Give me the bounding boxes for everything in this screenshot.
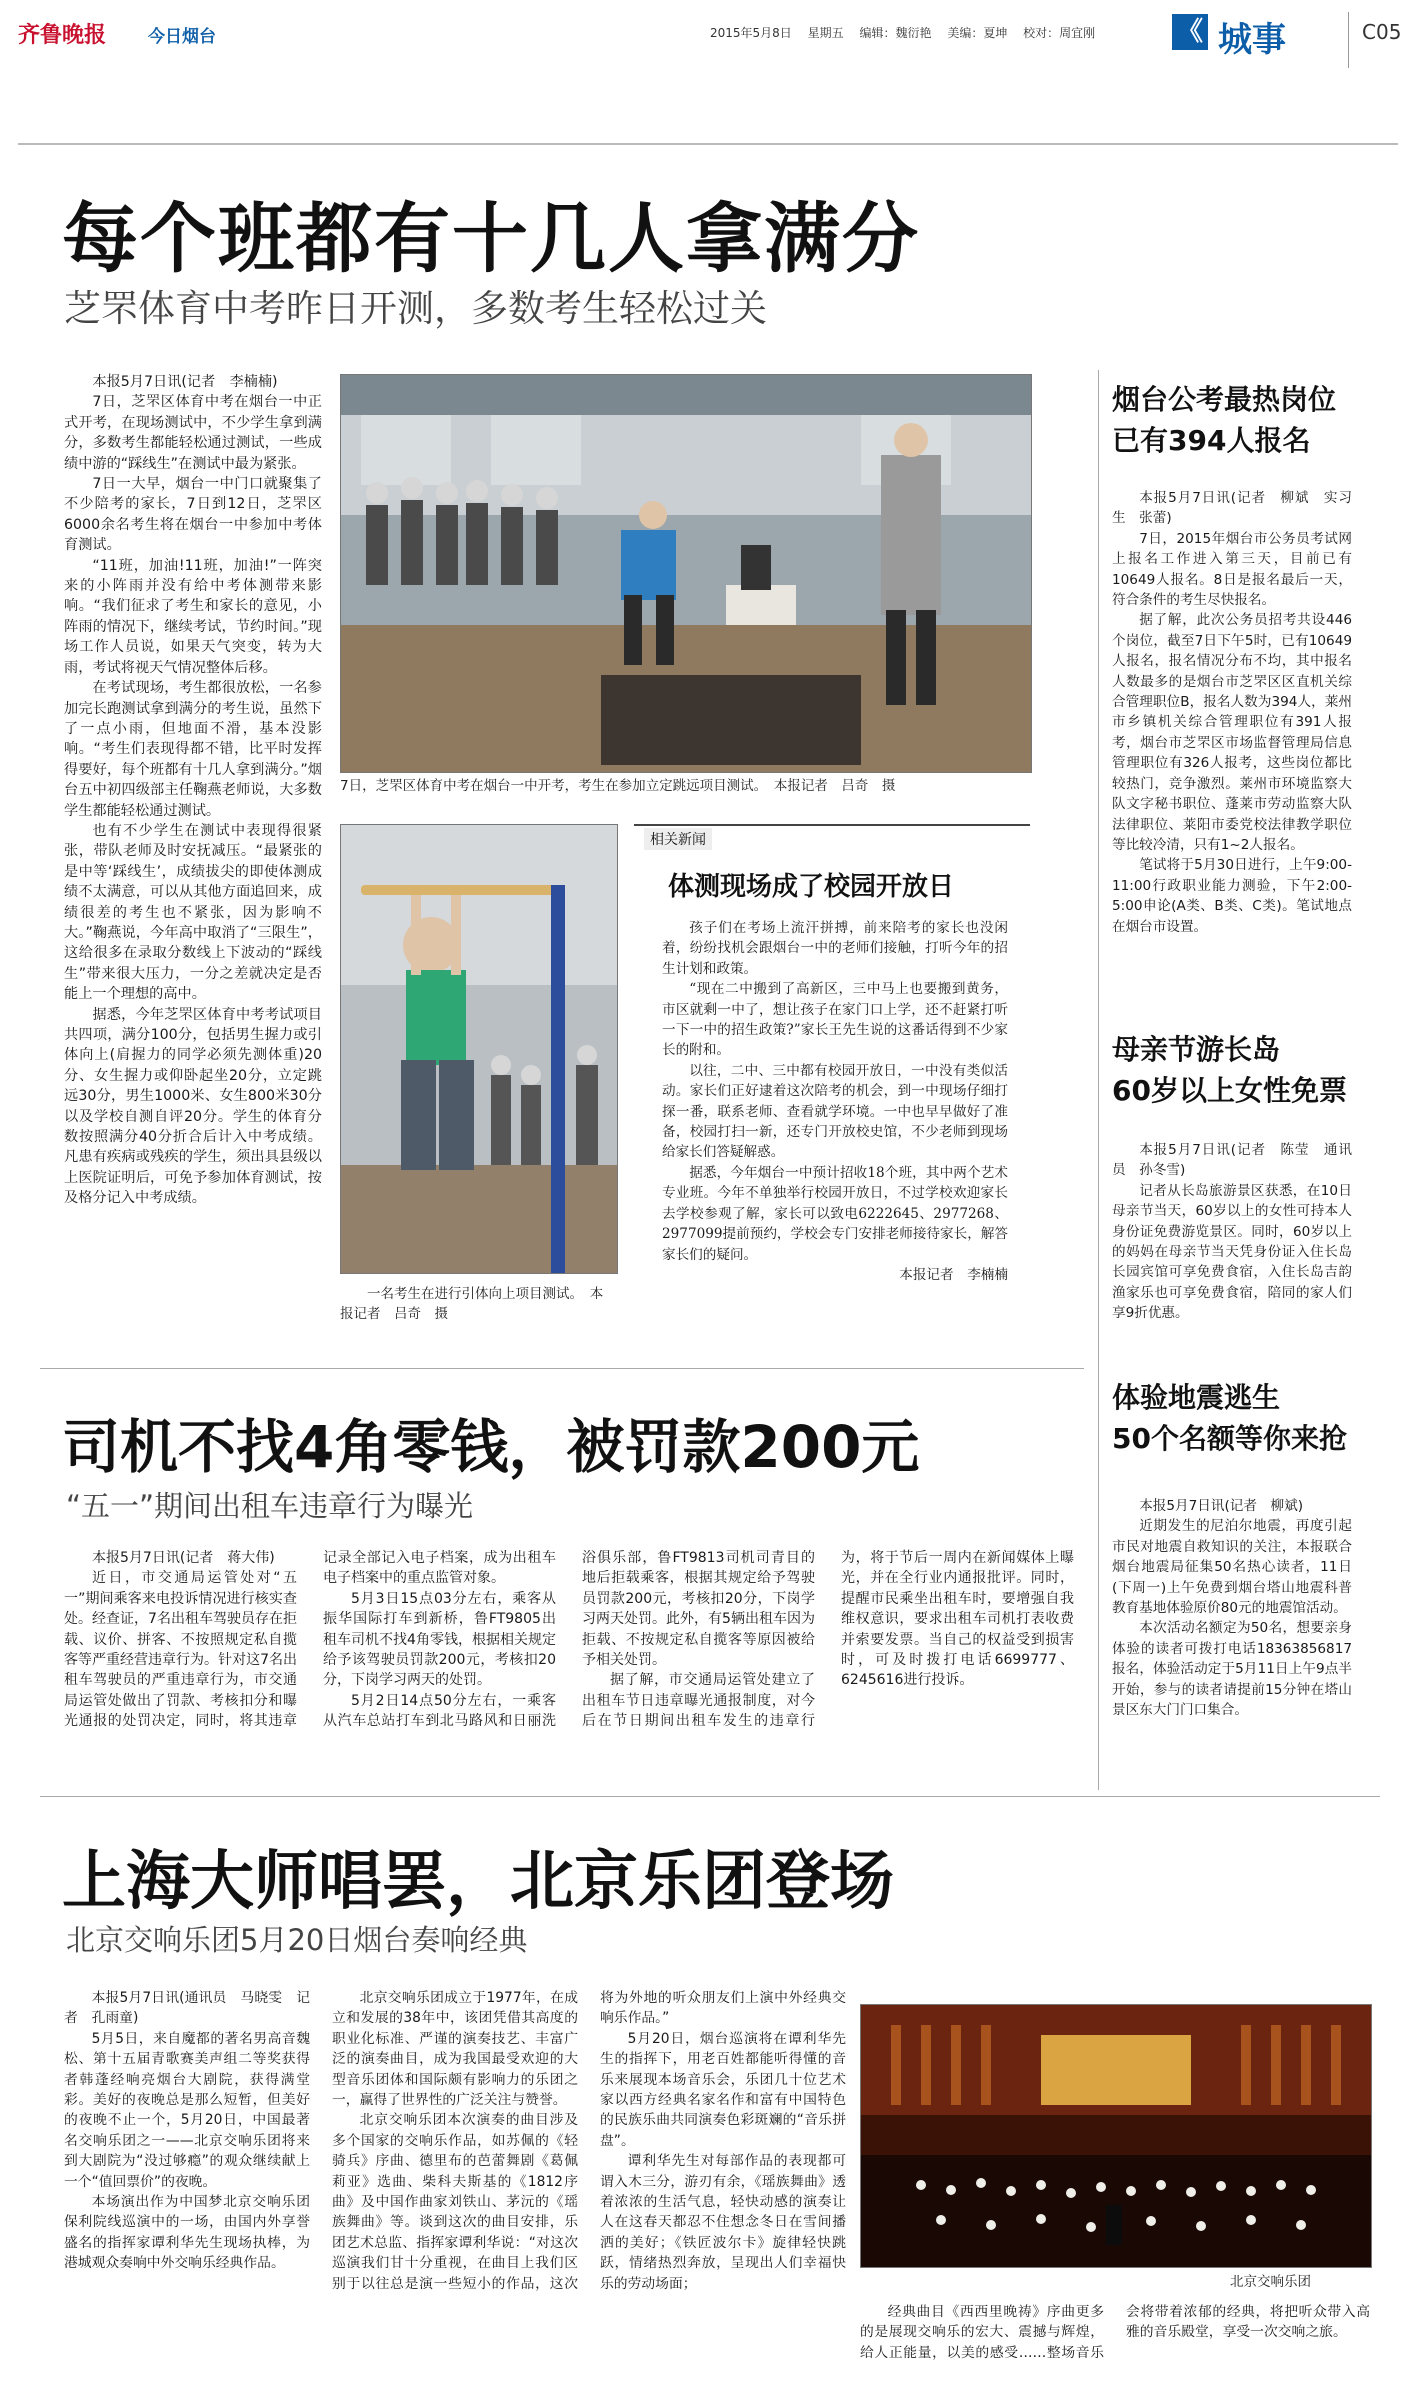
designer-credit: 美编：夏坤 [947,26,1008,40]
story2-byline: 本报5月7日讯(记者 蒋大伟) [92,1550,275,1566]
pull-up-photo-caption: 一名考生在进行引体向上项目测试。 本报记者 吕奇 摄 [340,1286,604,1322]
long-jump-photo-image [341,375,1031,772]
side1-title-line1: 烟台公考最热岗位 [1112,383,1337,416]
story3-paragraph: 经典曲目《西西里晚祷》序曲更多的是展现交响乐的宏大、震撼与辉煌，给人正能量，以美的感受……整场音乐会将带着浓郁的经典，将把听众带入高雅的音乐殿堂，享受一次交响之旅。 [860,2304,1370,2361]
side1-paragraph: 据了解，此次公务员招考共设446个岗位，截至7日下午5时，已有10649人报名，报名情况分布不均，其中报名人数最多的是烟台市芝罘区区直机关综合管理职位B，报名人数为394人，莱州市乡镇机关综合管理职位有391人报考，烟台市芝罘区市场监督管理局信息管理职位有326人报考，这些岗位都比较热门，竞争激烈。莱州市环境监察大队文字秘书职位、蓬莱市劳动监察大队法律职位、莱阳市委党校法律教学职位等比较冷清，只有1~2人报名。 [1112,612,1352,853]
story1-paragraph: 也有不少学生在测试中表现得很紧张，带队老师及时安抚减压。“最紧张的是中等‘踩线生’，成绩拔尖的即使体测成绩不太满意，可以从其他方面追回来，成绩很差的考生也不紧张，因为影响不大。”鞠燕说，今年高中取消了“三限生”，这给很多在录取分数线上下波动的“踩线生”带来很大压力，一分之差就决定是否能上一个理想的高中。 [64,822,322,1003]
story2-paragraph: 近日，市交通局运管处对“五一”期间乘客来电投诉情况进行核实查处。经查证，7名出租车驾驶员存在拒载、议价、拼客、不按照规定私自揽客等严重经营违章行为。针对这7名出租车驾驶员的严重违章行为，市交通局运管处做出了罚款、考核扣分和曝光通报的处罚决定，同时，将其违章记录全部记入电子档案，成为出租车电子档案中的重点监管对象。 [64,1550,556,1730]
section-name: 今日烟台 [148,27,216,47]
story3-paragraph: 5月5日，来自魔都的著名男高音魏松、第十五届青歌赛美声组二等奖获得者韩蓬经响亮烟台大剧院，获得满堂彩。美好的夜晚总是那么短暂，但美好的夜晚不止一个，5月20日，中国最著名交响乐团之一——北京交响乐团将来到大剧院为“没过够瘾”的观众继续献上一个“值回票价”的夜晚。 [64,2030,310,2190]
side3-byline: 本报5月7日讯(记者 柳斌) [1139,1498,1304,1514]
side1-title-line2: 已有394人报名 [1112,423,1311,457]
side2-paragraph: 记者从长岛旅游景区获悉，在10日母亲节当天，60岁以上的女性可持本人身份证免费游览景区。同时，60岁以上的妈妈在母亲节当天凭身份证入住长岛长园宾馆可享免费食宿，入住长岛吉韵渔家乐也可享免费食宿，陪同的家人们享9折优惠。 [1112,1182,1352,1322]
related-news-label: 相关新闻 [644,828,712,850]
side2-body [1112,1140,1352,1324]
story3-headline: 上海大师唱罢，北京乐团登场 [62,1845,894,1919]
related-news-rule [634,824,1030,826]
story1-subhead: 芝罘体育中考昨日开测，多数考生轻松过关 [64,287,767,330]
long-jump-photo-caption: 7日，芝罘区体育中考在烟台一中开考，考生在参加立定跳远项目测试。 本报记者 吕奇 摄 [340,778,896,794]
story2-body [64,1548,1074,1778]
side3-paragraph: 近期发生的尼泊尔地震，再度引起市民对地震自救知识的关注，本报联合烟台地震局征集50名热心读者，11日(下周一)上午免费到烟台塔山地震科普教育基地体验原价80元的地震馆活动。 [1112,1518,1352,1617]
header-rule [18,143,1398,145]
story3-paragraph: 5月20日，烟台巡演将在谭利华先生的指挥下，用老百姓都能听得懂的音乐来展现本场音乐会，乐团几十位艺术家以西方经典名家名作和富有中国特色的民族乐曲共同演奏色彩斑斓的“音乐拼盘”。 [600,2030,846,2149]
story3-body [64,1988,846,2358]
related-news-title: 体测现场成了校园开放日 [668,872,955,902]
side3-paragraph: 本次活动名额定为50名，想要亲身体验的读者可拨打电话18363856817报名，体验活动定于5月11日上午9点半开始，参与的读者请提前15分钟在塔山景区东大门门口集合。 [1112,1620,1352,1719]
issue-weekday: 星期五 [807,26,844,40]
pull-up-photo-image [341,825,617,1273]
related-news-paragraph: “现在二中搬到了高新区，三中马上也要搬到黄务，市区就剩一中了，想让孩子在家门口上学，还不赶紧打听一下一中的招生政策?”家长王先生说的这番话得到不少家长的附和。 [662,981,1008,1059]
story1-byline: 本报5月7日讯(记者 李楠楠) [92,374,278,390]
story3-tail [860,2302,1370,2372]
story1-paragraph: 7日，芝罘区体育中考在烟台一中正式开考，在现场测试中，不少学生拿到满分，多数考生都能轻松通过测试，一些成绩中游的“踩线生”在测试中最为紧张。 [64,394,322,472]
column-title: 城事 [1218,20,1286,60]
related-news-byline: 本报记者 李楠楠 [899,1266,1008,1283]
orchestra-photo-caption: 北京交响乐团 [1230,2274,1311,2290]
column-logo-icon: 《 [1172,14,1208,50]
story1-paragraph: 在考试现场，考生都很放松，一名参加完长跑测试拿到满分的考生说，虽然下了一点小雨，但地面不滑，基本没影响。“考生们表现得都不错，比平时发挥得要好，每个班都有十几人拿到满分。”烟台五中初四级部主任鞠燕老师说，大多数学生都能轻松通过测试。 [64,680,322,819]
story2-top-rule [40,1368,1084,1369]
orchestra-photo-image [861,2005,1371,2267]
header-divider [1348,12,1349,68]
story3-byline: 本报5月7日讯(通讯员 马晓雯 记者 孔雨童) [64,1990,310,2027]
orchestra-photo [860,2004,1372,2268]
related-news-paragraph: 据悉，今年烟台一中预计招收18个班，其中两个艺术专业班。今年不单独举行校园开放日，不过学校欢迎家长去学校参观了解，家长可以致电6222645、2977268、2977099提前预约，学校会专门安排老师接待家长，解答家长们的疑问。 [662,1164,1009,1263]
side3-body [1112,1496,1352,1720]
story1-paragraph: “11班，加油!11班，加油!”一阵突来的小阵雨并没有给中考体测带来影响。“我们征求了考生和家长的意见，小阵雨的情况下，继续考试，节约时间。”现场工作人员说，如果天气突变，转为大雨，考试将视天气情况整体后移。 [64,557,322,676]
related-news-body [662,918,1008,1285]
side3-title [1112,1378,1347,1459]
newspaper-logo: 齐鲁晚报 [18,22,107,48]
story1-headline: 每个班都有十几人拿满分 [62,194,920,283]
story2-paragraph: 5月3日15点03分左右，乘客从振华国际打车到新桥，鲁FT9805出租车司机不找4角零钱，根据相关规定给予该驾驶员罚款200元，考核扣20分，下岗学习两天的处罚。 [323,1590,556,1689]
story2-subhead: “五一”期间出租车违章行为曝光 [66,1489,474,1523]
side3-title-line1: 体验地震逃生 [1112,1381,1281,1414]
sidebar-divider [1098,370,1099,1790]
story3-paragraph: 本场演出作为中国梦北京交响乐团保利院线巡演中的一场，由国内外享誉盛名的指挥家谭利华先生现场执棒，为港城观众奏响中外交响乐经典作品。 [64,2194,310,2272]
story2-paragraph: 据了解，市交通局运管处建立了出租车节日违章曝光通报制度，对今后在节日期间出租车发生的违章行为，将于节后一周内在新闻媒体上曝光，并在全行业内通报批评。同时，提醒市民乘坐出租车时，要增强自我维权意识，要求出租车司机打表收费并索要发票。当自己的权益受到损害时，可及时拨打电话6699777、6245616进行投诉。 [582,1550,1074,1730]
side1-body [1112,488,1352,937]
story3-paragraph: 北京交响乐团成立于1977年，在成立和发展的38年中，该团凭借其高度的职业化标准、严谨的演奏技艺、丰富广泛的演奏曲目，成为我国最受欢迎的大型音乐团体和国际颇有影响力的乐团之一，赢得了世界性的广泛关注与赞誉。 [332,1990,578,2109]
story3-top-rule [40,1796,1380,1797]
story1-body [64,372,322,1209]
side1-paragraph: 7日，2015年烟台市公务员考试网上报名工作进入第三天，目前已有10649人报名。8日是报名最后一天，符合条件的考生尽快报名。 [1112,530,1352,609]
side1-paragraph: 笔试将于5月30日进行，上午9:00-11:00行政职业能力测验，下午2:00-5:00申论(A类、B类、C类)。笔试地点在烟台市设置。 [1112,857,1352,935]
story3-paragraph: 谭利华先生对每部作品的表现都可谓入木三分，游刃有余，《瑶族舞曲》透着浓浓的生活气息，轻快动感的演奏让人在这春天都忍不住想念冬日在雪间播洒的美好；《铁匠波尔卡》旋律轻快跳跃，情绪热烈奔放，呈现出人们幸福快乐的劳动场面； [600,2153,846,2292]
issue-meta [710,24,1107,41]
side1-title [1112,380,1336,461]
side2-title-line1: 母亲节游长岛 [1112,1033,1281,1066]
related-news-paragraph: 孩子们在考场上流汗拼搏，前来陪考的家长也没闲着，纷纷找机会跟烟台一中的老师们接触，打听今年的招生计划和政策。 [662,920,1008,977]
issue-date: 2015年5月8日 [710,26,792,40]
story3-subhead: 北京交响乐团5月20日烟台奏响经典 [66,1923,528,1957]
page-number: C05 [1362,20,1402,44]
editor-credit: 编辑：魏衍艳 [859,26,932,40]
pull-up-photo [340,824,618,1274]
related-news-paragraph: 以往，二中、三中都有校园开放日，一中没有类似活动。家长们正好逮着这次陪考的机会，到一中现场仔细打探一番，联系老师、查看就学环境。一中也早早做好了准备，校园打扫一新，还专门开放校史馆，不少老师到现场给家长们答疑解惑。 [662,1062,1008,1161]
side2-title-line2: 60岁以上女性免票 [1112,1073,1347,1107]
side2-title [1112,1030,1347,1111]
side3-title-line2: 50个名额等你来抢 [1112,1421,1347,1455]
long-jump-photo [340,374,1032,773]
side1-byline: 本报5月7日讯(记者 柳斌 实习生 张蕾) [1112,490,1352,527]
side2-byline: 本报5月7日讯(记者 陈莹 通讯员 孙冬雪) [1112,1142,1352,1179]
story2-paragraph: 5月2日14点50分左右，一乘客从汽车总站打车到北马路风和日丽洗浴俱乐部，鲁FT9813司机司青目的地后拒载乘客，根据其规定给予驾驶员罚款200元，考核扣20分，下岗学习两天处罚。此外，有5辆出租车因为拒载、不按规定私自揽客等原因被给予相关处罚。 [323,1550,815,1730]
story1-paragraph: 据悉，今年芝罘区体育中考考试项目共四项，满分100分，包括男生握力或引体向上(肩握力的同学必须先测体重)20分、女生握力或仰卧起坐20分，立定跳远30分，男生1000米、女生800米30分以及学校自测自评20分。学生的体育分数按照满分40分折合后计入中考成绩。凡患有疾病或残疾的学生，须出具县级以上医院证明后，可免予参加体育测试，按及格分记入中考成绩。 [64,1006,322,1207]
story1-paragraph: 7日一大早，烟台一中门口就聚集了不少陪考的家长，7日到12日，芝罘区6000余名考生将在烟台一中参加中考体育测试。 [64,476,322,554]
story2-headline: 司机不找4角零钱，被罚款200元 [62,1413,920,1481]
proofreader-credit: 校对：周宜刚 [1023,26,1096,40]
story3-paragraph: 北京交响乐团本次演奏的曲目涉及多个国家的交响乐作品，如苏佩的《轻骑兵》序曲、德里布的芭蕾舞剧《葛佩莉亚》选曲、柴科夫斯基的《1812序曲》及中国作曲家刘铁山、茅沅的《瑶族舞曲》等。谈到这次的曲目安排，乐团艺术总监、指挥家谭利华说：“对这次巡演我们甘十分重视，在曲目上我们区别于以往总是演一些短小的作品，这次将为外地的听众朋友们上演中外经典交响乐作品。” [332,1990,846,2292]
